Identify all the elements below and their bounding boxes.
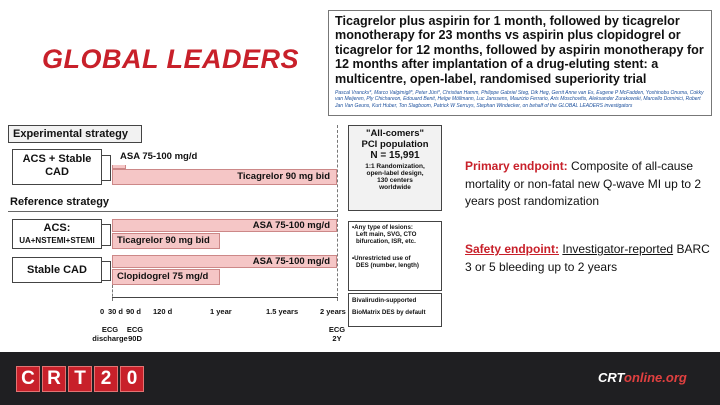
ref-acs-label: ACS:	[43, 222, 71, 234]
reference-divider	[8, 211, 338, 212]
timeline-vline-2	[337, 125, 339, 301]
experimental-strategy-label: Experimental strategy	[8, 125, 142, 143]
population-line-4: 1:1 Randomization,	[365, 163, 425, 170]
population-line-3: N = 15,991	[370, 150, 420, 161]
crt-letter-t: T	[68, 366, 92, 392]
tick-90d: 90 d	[126, 307, 142, 316]
exp-asa-label: ASA 75-100 mg/d	[120, 151, 198, 162]
ref-stable-clopidogrel-label: Clopidogrel 75 mg/d	[117, 271, 209, 282]
crt-digit-2: 2	[94, 366, 118, 392]
population-line-6: 130 centers	[377, 177, 413, 184]
crt-letter-c: C	[16, 366, 40, 392]
visit-ecg-2y-sub: 2Y	[332, 334, 342, 343]
timeline-axis	[112, 297, 338, 298]
population-line-2: PCI population	[361, 139, 429, 150]
tick-2-years: 2 years	[320, 307, 346, 316]
exp-asa-bar	[112, 151, 337, 165]
visit-ecg-discharge-name: ECG	[101, 325, 119, 334]
paper-authors: Pascal Vranckx*, Marco Valgimigli*, Peter Jüni*, Christian Hamm, Philippe Gabriel Steg, Dik Heg, Gerrit Anne van Es, Eugene P McFadden, Yoshinobu Onuma, Cokky van Meijeren, Ply Chichareon, Edouard Benit, Helge Möllmann, Luc Janssens, Maurizio Ferrario, Aris Moschovitis, Aleksander Zurakowski, Marcello Dominici, Robert Jan Van Geuns, Kurt Huber, Ton Slagboom, Patrick W Serruys, Stephan Windecker, on behalf of the GLOBAL LEADERS investigators	[335, 90, 704, 109]
population-line-5: open-label design,	[366, 170, 424, 177]
safety-endpoint-label: Safety endpoint:	[465, 242, 560, 256]
ref-stable-connector	[102, 261, 111, 281]
crtonline-rest: online.org	[624, 370, 687, 385]
tick-120d: 120 d	[153, 307, 173, 316]
paper-citation-box	[328, 10, 712, 116]
population-line-1: "All-comers"	[365, 128, 425, 139]
visit-ecg-2y-name: ECG	[328, 325, 346, 334]
visit-ecg-90d-name: ECG	[126, 325, 144, 334]
ref-acs-connector	[102, 224, 111, 246]
safety-endpoint-investigator: Investigator-reported	[562, 242, 674, 256]
device-line-1: Bivalirudin-supported	[352, 297, 417, 304]
crtonline-crt: CRT	[598, 370, 624, 385]
crt-letter-r: R	[42, 366, 66, 392]
ref-acs-ticagrelor-bar	[112, 233, 220, 249]
lesions-box	[348, 221, 442, 291]
visit-ecg-2y	[322, 325, 352, 343]
tick-1-5-years: 1.5 years	[266, 307, 299, 316]
exp-group-text: ACS + Stable CAD	[22, 153, 92, 178]
slide-title: GLOBAL LEADERS	[42, 44, 300, 74]
visit-ecg-discharge-sub: discharge	[92, 334, 128, 343]
des-line-2: DES (number, length)	[356, 262, 419, 269]
device-line-2: BioMatrix DES by default	[352, 309, 426, 316]
exp-connector	[102, 155, 111, 181]
ref-stable-asa-bar	[112, 255, 337, 268]
exp-ticagrelor-label: Ticagrelor 90 mg bid	[237, 171, 330, 182]
ref-stable-group	[12, 257, 102, 283]
strategy-diagram	[8, 125, 448, 347]
crt20-logo	[16, 366, 146, 392]
ref-acs-ticagrelor-label: Ticagrelor 90 mg bid	[117, 235, 210, 246]
crtonline-logo	[598, 370, 687, 385]
exp-ticagrelor-bar	[112, 169, 337, 185]
reference-strategy-label: Reference strategy	[10, 196, 110, 208]
visit-ecg-90d	[120, 325, 150, 343]
visit-ecg-90d-sub: 90D	[128, 334, 142, 343]
safety-endpoint	[465, 241, 710, 276]
ref-acs-sublabel: UA+NSTEMI+STEMI	[19, 236, 95, 245]
primary-endpoint-label: Primary endpoint:	[465, 159, 568, 173]
safety-endpoint-text: BARC 3 or 5 bleeding up to 2 years	[465, 242, 710, 274]
lesions-line-3: bifurcation, ISR, etc.	[356, 238, 416, 245]
ref-stable-clopidogrel-bar	[112, 269, 220, 285]
tick-1-year: 1 year	[210, 307, 232, 316]
ref-acs-asa-bar	[112, 219, 337, 232]
lesions-line-1: •Any type of lesions:	[352, 224, 413, 231]
tick-0: 0	[100, 307, 105, 316]
des-line-1: •Unrestricted use of	[352, 255, 411, 262]
primary-endpoint-text: Composite of all-cause mortality or non-fatal new Q-wave MI up to 2 years post randomization	[465, 159, 702, 208]
ref-stable-asa-label: ASA 75-100 mg/d	[252, 256, 330, 267]
population-line-7: worldwide	[379, 184, 411, 191]
tick-30d: 30 d	[108, 307, 124, 316]
exp-group-label	[12, 149, 102, 185]
timeline-vline-1	[112, 285, 114, 301]
ref-stable-label: Stable CAD	[27, 264, 87, 276]
primary-endpoint	[465, 158, 710, 211]
lesions-line-2: Left main, SVG, CTO	[356, 231, 417, 238]
footer-bar	[0, 352, 720, 405]
ref-acs-asa-label: ASA 75-100 mg/d	[252, 220, 330, 231]
device-box	[348, 293, 442, 327]
population-box	[348, 125, 442, 211]
crt-digit-0: 0	[120, 366, 144, 392]
paper-title: Ticagrelor plus aspirin for 1 month, followed by ticagrelor monotherapy for 23 months vs aspirin plus clopidogrel or ticagrelor for 12 months, followed by aspirin monotherapy for 12 months after implantation of a drug-eluting stent: a multicentre, open-label, randomised superiority trial	[335, 14, 704, 86]
ref-acs-group	[12, 219, 102, 249]
